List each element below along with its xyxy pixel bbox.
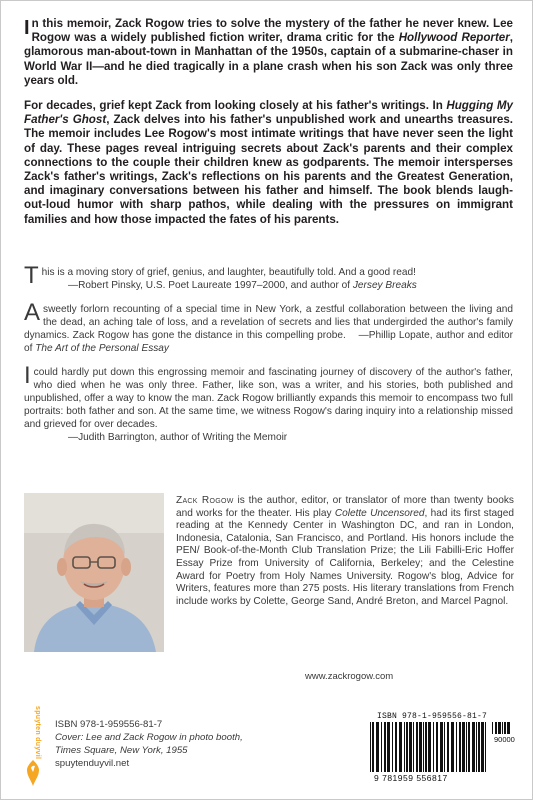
blurb-attribution: —Robert Pinsky, U.S. Poet Laureate 1997–2000, and author of Jersey Breaks [68,280,417,291]
barcode-bar [387,722,390,772]
barcode-bar [372,722,374,772]
book-summary [24,17,513,238]
barcode-bar [370,722,371,772]
barcode-bar [444,722,445,772]
barcode-bar [451,722,454,772]
publisher-website[interactable]: spuytenduyvil.net [55,758,130,769]
isbn-text: ISBN 978-1-959556-81-7 [55,719,163,730]
barcode-bar [425,722,427,772]
barcode-bar [468,722,470,772]
barcode-bar [428,722,431,772]
barcode-bar [456,722,457,772]
blurb-lead-letter: I [24,362,31,389]
summary-paragraph-1: In this memoir, Zack Rogow tries to solve the mystery of the father he never knew. Lee Rogow was a widely published fiction writer, drama critic for the Hollywood Reporter, glamorous man-about-town in Manhattan of the 1950s, captain of a submarine-chaser in World War II—and he died tragically in a plane crash when his son Zack was only three years old. [24,17,513,87]
endorsements [24,262,513,455]
author-bio: Zack Rogow is the author, editor, or translator of more than twenty books and works for the theater. His play Colette Uncensored, had its first staged reading at the Kennedy Center in Washington DC, and ran in London, Indonesia, Catalonia, San Francisco, and Portland. His honors include the PEN/ Book-of-the-Month Club Translation Prize; the Lili Fabilli-Eric Hoffer Essay Prize from University of California, Berkeley; and the Celestine Award for Poetry from Holy Names University. Rogow's blog, Advice for Writers, features more than 275 posts. His literary translations from French include works by Colette, George Sand, André Breton, and Marcel Pagnol. [176,495,514,607]
barcode-bar [416,722,418,772]
author-photo [24,493,164,652]
barcode-bar [395,722,397,772]
barcode-bar [447,722,449,772]
barcode-bar [492,722,493,734]
cover-credit: Cover: Lee and Zack Rogow in photo booth, [55,732,243,743]
barcode-bar [498,722,501,734]
barcode-bar [478,722,480,772]
summary-paragraph-2: For decades, grief kept Zack from looking closely at his father's writings. In Hugging My Father's Ghost, Zack delves into his father's unpublished work and unearths treasures. The memoir includes Lee Rogow's most intimate writings that have never seen the light of day. These pages reveal intriguing secrets about Zack's parents and their complex connections to the couple their children knew as godparents. The memoir intersperses Zack's father's writings, Zack's reflections on his parents and the Greatest Generation, and imaginary conversations between his father and himself. The book blends laugh-out-loud humor with sharp pathos, while dealing with the pressures on immigrant families and how those impacted the fates of his parents. [24,99,513,226]
blurb-lead-letter: T [24,262,39,289]
blurb-attribution: —Judith Barrington, author of Writing the Memoir [68,432,288,443]
barcode-bar [462,722,465,772]
blurb-lead-letter: A [24,299,41,326]
barcode-bar [476,722,477,772]
barcode-digits: 9 781959 556817 [374,773,448,783]
barcode-bar [485,722,486,772]
play-title: Colette Uncensored [334,507,425,519]
summary-dropcap: I [24,17,30,39]
barcode-bar [399,722,402,772]
author-website[interactable]: www.zackrogow.com [305,671,394,682]
barcode-bar [502,722,503,734]
barcode-price-code: 90000 [494,735,515,744]
barcode-bar [381,722,382,772]
barcode-isbn: ISBN 978-1-959556-81-7 [377,712,488,721]
blurb-pinsky: This is a moving story of grief, genius, and laughter, beautifully told. And a good read! —Robert Pinsky, U.S. Poet Laureate 1997–2000, and author of Jersey Breaks [24,266,513,292]
barcode-bar [392,722,393,772]
barcode-bar [404,722,405,772]
publication-name: Hollywood Reporter [398,31,510,45]
blurb-attribution: —Phillip Lopate, author and editor of The Art of the Personal Essay [24,330,513,354]
publisher-info [55,718,243,770]
barcode-bar [472,722,475,772]
barcode-bar [419,722,422,772]
barcode-bar [376,722,379,772]
blurb-barrington: I could hardly put down this engrossing memoir and fascinating journey of discovery of the author's father, who died when he was only three. Father, like son, was a writer, and his stories, both published and unpublished, offer a way to know the man. Zack Rogow brilliantly expands this memoir to encompass two full portraits: both father and son. At the same time, we witness Rogow's daring inquiry into a relationship missed and grieved for over decades. —Judith Barrington, author of Writing the Memoir [24,362,513,443]
barcode-bar [406,722,408,772]
author-name: Zack Rogow [176,495,234,506]
barcode-bar [507,722,510,734]
barcode-bar [466,722,467,772]
barcode-bar [504,722,506,734]
barcode-bar [481,722,484,772]
barcode-bar [384,722,386,772]
barcode-bar [433,722,434,772]
cover-credit-cont: Times Square, New York, 1955 [55,745,188,756]
barcode-bar [409,722,412,772]
barcode-bar [436,722,438,772]
publisher-logo [24,704,42,788]
publisher-logo-mark [24,704,42,788]
blurb-lopate: A sweetly forlorn recounting of a special time in New York, a zestful collaboration between the living and the dead, an aching tale of loss, and a revelation of secrets and lies that undergirded the author's family dynamics. Zack Rogow has gone the distance in this compelling probe. —Phillip Lopate, author and editor of The Art of the Personal Essay [24,299,513,354]
author-portrait-illustration [24,493,164,652]
book-title: Hugging My Father's Ghost [24,99,513,127]
barcode-bar [459,722,461,772]
barcode-bars-main [370,722,488,774]
barcode-bar [495,722,497,734]
barcode-bar [413,722,414,772]
barcode-bar [423,722,424,772]
publisher-logo-text: spuyten duyvil [34,706,41,760]
barcode-bar [440,722,443,772]
